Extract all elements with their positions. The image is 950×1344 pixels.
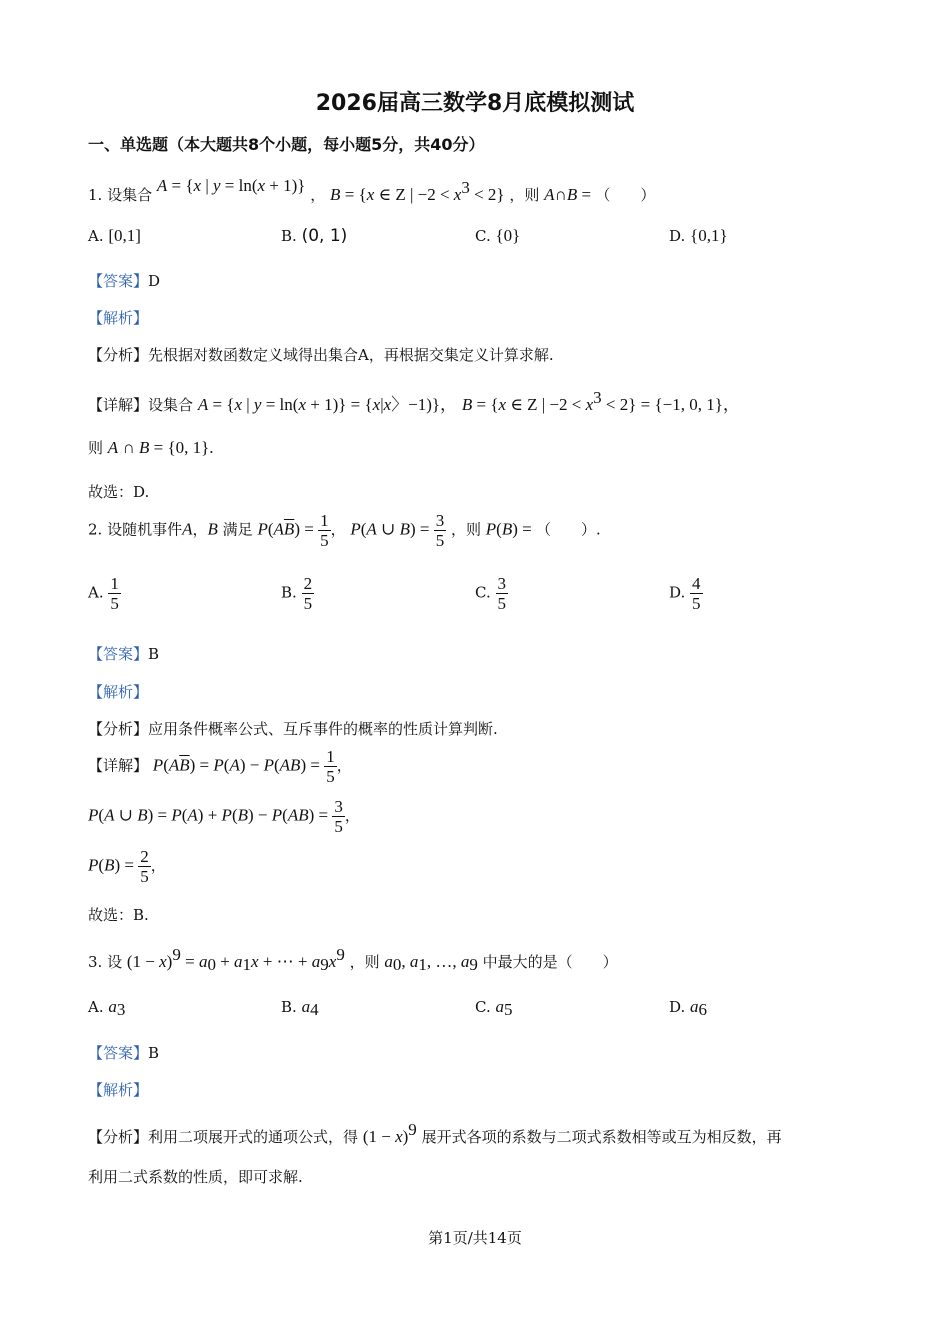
q1-answer: 【答案】D [88, 272, 161, 290]
q2-analysis: 【分析】应用条件概率公式、互斥事件的概率的性质计算判断. [88, 720, 498, 738]
q3-option-a[interactable]: A. $a_3$ [88, 997, 126, 1019]
q2-option-b[interactable]: B. $\frac{2}{5}$ [281, 574, 313, 613]
q3-jiexi-label: 【解析】 [88, 1081, 149, 1099]
question-3-stem: 3. 设 $(1 - x)^9 = a_0 + a_1x$ + ⋯ + $a_9x^9$ ，则 $a_0$, $a_1$, …, $a_9$ 中最大的是（ ） [88, 945, 618, 974]
q2-option-a[interactable]: A. $\frac{1}{5}$ [88, 574, 119, 613]
q3-analysis-line2: 利用二式系数的性质，即可求解. [88, 1168, 303, 1186]
q2-detail-line3: P(B) = $\frac{2}{5}$ ， [88, 847, 166, 886]
q1-detail: 【详解】设集合 A = {x | y = ln(x + 1)} = {x|x〉−1)}， B = {x ∈ Z | $-2 < x^3 < 2\} = \{-1$, 0, 1}， [88, 388, 740, 414]
q2-answer: 【答案】B [88, 645, 160, 663]
q3-analysis-line1: 【分析】利用二项展开式的通项公式，得 $(1 - x)^9$ 展开式各项的系数与二项式系数相等或互为相反数，再 [88, 1120, 782, 1146]
q2-jiexi-label: 【解析】 [88, 683, 149, 701]
q3-option-d[interactable]: D. $a_6$ [669, 997, 708, 1019]
q1-option-c[interactable]: C. {0} [475, 226, 521, 245]
set-b-expr: B [330, 185, 341, 204]
section-heading: 一、单选题（本大题共8个小题，每小题5分，共40分） [88, 135, 485, 154]
q3-option-c[interactable]: C. $a_5$ [475, 997, 513, 1019]
q1-option-b[interactable]: B. (0, 1) [281, 226, 348, 246]
q1-analysis: 【分析】先根据对数函数定义域得出集合A，再根据交集定义计算求解. [88, 346, 554, 364]
page-title: 2026届高三数学8月底模拟测试 [315, 91, 635, 116]
q1-option-a[interactable]: A. [0,1] [88, 226, 141, 245]
q3-answer: 【答案】B [88, 1044, 160, 1062]
q2-detail-line2: P(A ∪ B) = P(A) + P(B) − P(AB) = $\frac{3}{5}$ ， [88, 797, 360, 836]
q2-option-c[interactable]: C. $\frac{3}{5}$ [475, 574, 506, 613]
page-footer: 第1页/共14页 [428, 1229, 522, 1247]
q2-detail-line1: 【详解】 $P(A\overline{B}) = P(A) - P(AB)$ = $\frac{1}{5}$ ， [88, 747, 352, 786]
q1-jiexi-label: 【解析】 [88, 309, 149, 327]
q1-option-d[interactable]: D. {0,1} [669, 226, 728, 245]
q3-option-b[interactable]: B. $a_4$ [281, 997, 319, 1019]
question-2-stem: 2. 设随机事件A，B 满足 $P(A\overline{B})$ = $\frac{1}{5}$ ， P(A ∪ B) = $\frac{3}{5}$ ，则 P(B) = （ ）. [88, 511, 601, 550]
q2-option-d[interactable]: D. $\frac{4}{5}$ [669, 574, 701, 613]
question-1-stem: 1. 设集合 A = {x | y = ln(x + 1)} ， B = {x ∈ Z | $-2 < x^3 < 2$} ，则 A∩B = （ ） [88, 176, 656, 204]
q1-detail-result: 则 A ∩ B = {0, 1}. [88, 438, 214, 457]
q1-choose: 故选：D. [88, 483, 150, 501]
set-a-expr: A [156, 176, 168, 195]
q2-choose: 故选：B. [88, 906, 149, 924]
